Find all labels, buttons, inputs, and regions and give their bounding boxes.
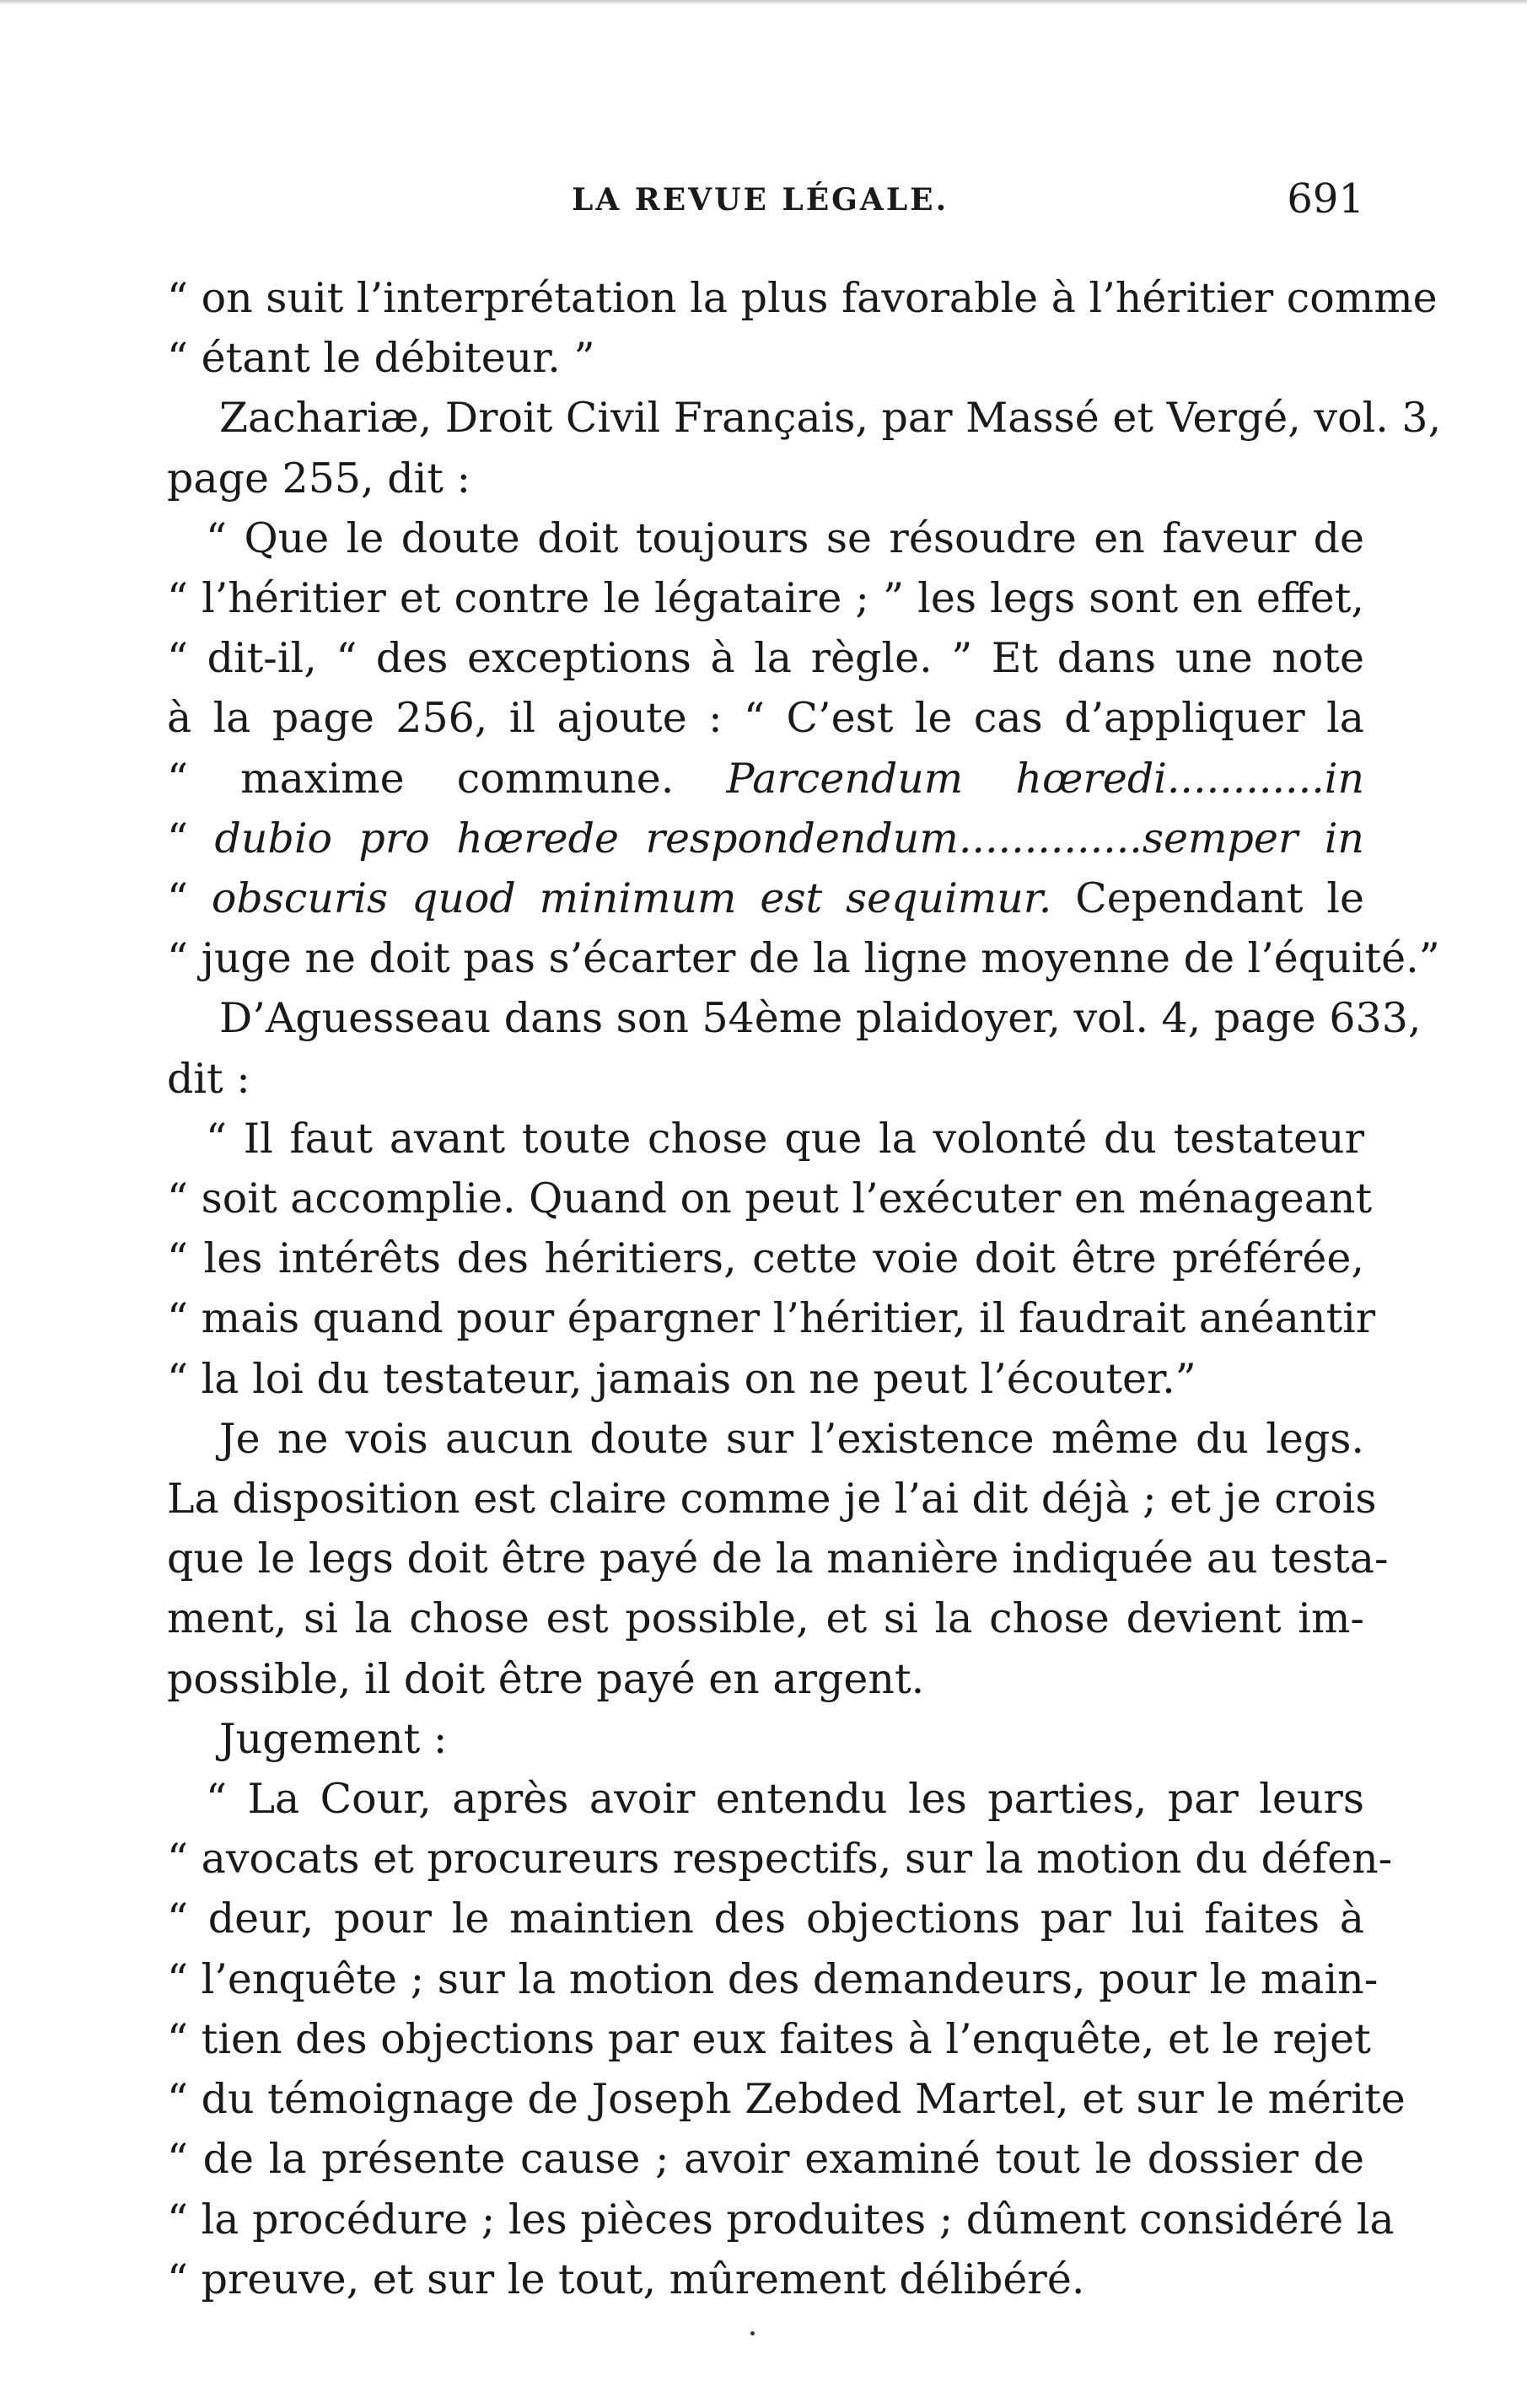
text-line: “ on suit l’interprétation la plus favorable à l’héritier comme (167, 274, 1438, 322)
quote-mark: “ (167, 814, 215, 863)
text-line: D’Aguesseau dans son 54ème plaidoyer, vol. 4, page 633, (219, 994, 1422, 1043)
text-line: La disposition est claire comme je l’ai dit déjà ; et je crois (167, 1475, 1377, 1524)
latin-maxim: obscuris quod minimum est sequimur. (211, 874, 1052, 923)
text-line: “ juge ne doit pas s’écarter de la ligne moyenne de l’équité.” (167, 934, 1440, 983)
page-header (167, 175, 1364, 226)
text-line (167, 809, 1364, 868)
quote-mark: “ (167, 874, 212, 923)
text-line: “ Il faut avant toute chose que la volonté du testateur (206, 1114, 1364, 1163)
text-line: ment, si la chose est possible, et si la chose devient im- (167, 1594, 1364, 1643)
running-title: LA REVUE LÉGALE. (572, 182, 949, 218)
page-top-edge (0, 0, 1527, 5)
text-line: “ les intérêts des héritiers, cette voie doit être préférée, (167, 1234, 1364, 1283)
text-line: “ la procédure ; les pièces produites ; dûment considéré la (167, 2195, 1395, 2244)
text-fragment: “ maxime commune. (167, 754, 675, 803)
text-line: possible, il doit être payé en argent. (167, 1654, 925, 1703)
text-line: “ mais quand pour épargner l’héritier, il faudrait anéantir (167, 1294, 1376, 1343)
text-line: “ l’héritier et contre le légataire ; ” les legs sont en effet, (167, 574, 1364, 623)
text-line: “ La Cour, après avoir entendu les parties, par leurs (206, 1775, 1364, 1824)
text-line: “ Que le doute doit toujours se résoudre en faveur de (206, 513, 1364, 562)
page-speck (750, 2331, 755, 2335)
text-line: page 255, dit : (167, 454, 471, 503)
text-line: “ deur, pour le maintien des objections par lui faites à (167, 1895, 1364, 1943)
text-line: que le legs doit être payé de la manière indiquée au testa- (167, 1535, 1389, 1583)
text-line: “ avocats et procureurs respectifs, sur la motion du défen- (167, 1835, 1393, 1884)
latin-maxim: Parcendum hœredi............in (726, 754, 1364, 803)
body-text (167, 268, 1442, 2309)
page-number: 691 (1287, 175, 1364, 223)
text-line: dit : (167, 1054, 250, 1103)
text-line: “ preuve, et sur le tout, mûrement délibéré. (167, 2255, 1085, 2303)
text-line (167, 749, 1364, 809)
text-line: Jugement : (219, 1714, 448, 1763)
text-line: “ tien des objections par eux faites à l’enquête, et le rejet (167, 2014, 1371, 2063)
text-line: “ dit-il, “ des exceptions à la règle. ” Et dans une note (167, 634, 1364, 683)
text-line: “ soit accomplie. Quand on peut l’exécuter en ménageant (167, 1174, 1373, 1223)
text-line: Zachariæ, Droit Civil Français, par Massé et Vergé, vol. 3, (219, 394, 1442, 443)
latin-maxim: dubio pro hœrede respondendum..............semper in (214, 814, 1364, 863)
text-line: à la page 256, il ajoute : “ C’est le cas d’appliquer la (167, 694, 1364, 743)
text-line: “ du témoignage de Joseph Zebded Martel, et sur le mérite (167, 2075, 1406, 2124)
text-line: “ étant le débiteur. ” (167, 334, 595, 383)
text-line: “ la loi du testateur, jamais on ne peut l’écouter.” (167, 1354, 1196, 1403)
text-fragment: Cependant le (1075, 874, 1364, 923)
text-line: “ de la présente cause ; avoir examiné tout le dossier de (167, 2135, 1364, 2184)
text-line: “ l’enquête ; sur la motion des demandeurs, pour le main- (167, 1954, 1379, 2003)
text-line (167, 868, 1364, 928)
text-line: Je ne vois aucun doute sur l’existence même du legs. (219, 1414, 1364, 1463)
